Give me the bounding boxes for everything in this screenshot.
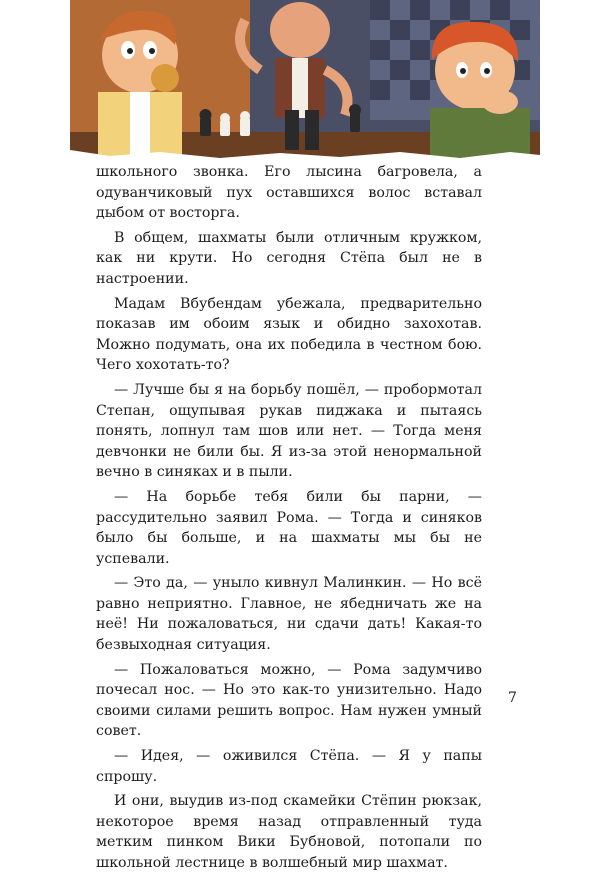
page-number: 7	[508, 690, 517, 706]
paragraph: Мадам Вбубендам убежала, предварительно показав им обоим язык и обидно захохотав. Можно подумать, она их победила в честном бою. Чего хохотать-то?	[96, 295, 482, 374]
chapter-illustration	[70, 0, 540, 162]
paragraph: — Это да, — уныло кивнул Малинкин. — Но всё равно неприятно. Главное, не ябедничать же на неё! Ни пожаловаться, ни сдачи дать! Какая-то безвыходная ситуация.	[96, 575, 482, 654]
paragraph: — Пожаловаться можно, — Рома задумчиво почесал нос. — Но это как-то унизительно. Надо своими силами решить вопрос. Нам нужен умный совет.	[96, 661, 482, 740]
paragraph: И они, выудив из-под скамейки Стёпин рюкзак, некоторое время назад отправленный туда метким пинком Вики Бубновой, потопали по школьной лестнице в волшебный мир шахмат.	[96, 793, 482, 871]
body-text	[96, 162, 482, 874]
paragraph: школьного звонка. Его лысина багровела, а одуванчиковый пух оставшихся волос вставал дыбом от восторга.	[96, 164, 482, 222]
paragraph: — Лучше бы я на борьбу пошёл, — пробормотал Степан, ощупывая рукав пиджака и пытаясь понять, лопнул там шов или нет. — Тогда меня девчонки не били бы. Я из-за этой ненормальной вечно в синяках и в пыли.	[96, 381, 482, 481]
paragraph: — На борьбе тебя били бы парни, — рассудительно заявил Рома. — Тогда и синяков было бы больше, и на шахматы мы бы не успевали.	[96, 488, 482, 567]
paragraph: — Идея, — оживился Стёпа. — Я у папы спрошу.	[96, 748, 482, 785]
paragraph: В общем, шахматы были отличным кружком, как ни крути. Но сегодня Стёпа был не в настроении.	[96, 229, 482, 287]
